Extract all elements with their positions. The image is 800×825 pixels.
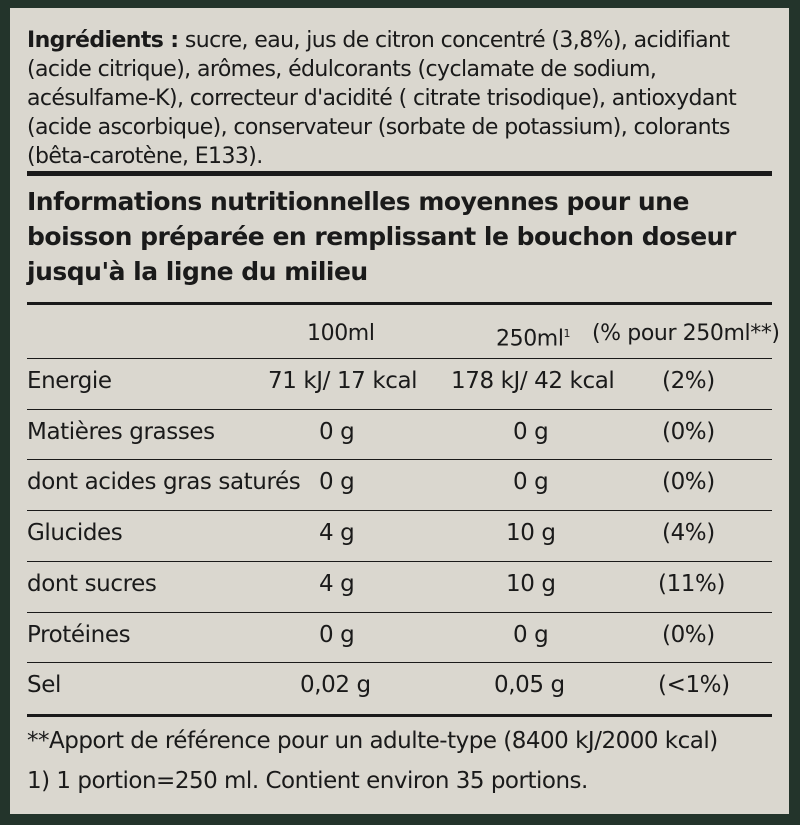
value-100ml: 0 g: [319, 419, 355, 445]
reference-footnote: **Apport de référence pour un adulte-type (8400 kJ/2000 kcal): [27, 728, 718, 754]
nutrition-label: [10, 8, 789, 814]
value-250ml: 0 g: [513, 419, 549, 445]
column-header-250ml-label: 250ml: [496, 326, 564, 352]
heading-divider: [27, 302, 772, 305]
section-divider: [27, 171, 772, 176]
nutrition-heading: Informations nutritionnelles moyennes pour une boisson préparée en remplissant le bouchon doseur jusqu'à la ligne du milieu: [27, 187, 736, 286]
ingredients-text: [27, 26, 772, 171]
ingredients-list: sucre, eau, jus de citron concentré (3,8%), acidifiant (acide citrique), arômes, édulcorants (cyclamate de sodium, acésulfame-K), correcteur d'acidité ( citrate trisodique), antioxydant (acide ascorbique), conservateur (sorbate de potassium), colorants (bêta-carotène, E133).: [27, 28, 737, 169]
value-percent: (2%): [662, 368, 715, 394]
value-250ml: 178 kJ/ 42 kcal: [451, 368, 615, 394]
value-100ml: 4 g: [319, 520, 355, 546]
row-divider: [27, 561, 772, 562]
row-divider: [27, 459, 772, 460]
value-250ml: 0 g: [513, 469, 549, 495]
column-header-250ml: [496, 319, 570, 354]
row-divider: [27, 358, 772, 359]
value-100ml: 0 g: [319, 469, 355, 495]
footnote-marker: 1: [563, 327, 571, 340]
row-divider: [27, 662, 772, 663]
row-divider: [27, 510, 772, 511]
value-100ml: 0,02 g: [300, 672, 371, 698]
value-100ml: 0 g: [319, 622, 355, 648]
value-percent: (0%): [662, 622, 715, 648]
value-250ml: 10 g: [506, 520, 556, 546]
value-percent: (0%): [662, 419, 715, 445]
value-100ml: 71 kJ/ 17 kcal: [268, 368, 418, 394]
row-divider: [27, 409, 772, 410]
value-percent: (0%): [662, 469, 715, 495]
ingredients-lead: Ingrédients :: [27, 28, 179, 53]
value-percent: (<1%): [658, 672, 730, 698]
value-250ml: 0 g: [513, 622, 549, 648]
value-percent: (4%): [662, 520, 715, 546]
portion-footnote: 1) 1 portion=250 ml. Contient environ 35 portions.: [27, 768, 588, 794]
nutrient-name: Sel: [27, 672, 61, 698]
nutrient-name: dont sucres: [27, 571, 157, 597]
nutrient-name: Energie: [27, 368, 112, 394]
value-100ml: 4 g: [319, 571, 355, 597]
nutrient-name: Protéines: [27, 622, 131, 648]
value-250ml: 10 g: [506, 571, 556, 597]
column-header-100ml: 100ml: [307, 321, 375, 346]
footer-divider: [27, 714, 772, 717]
value-percent: (11%): [658, 571, 726, 597]
nutrient-name: dont acides gras saturés: [27, 469, 301, 495]
nutrient-name: Matières grasses: [27, 419, 215, 445]
column-header-percent: (% pour 250ml**): [592, 321, 780, 346]
value-250ml: 0,05 g: [494, 672, 565, 698]
nutrient-name: Glucides: [27, 520, 123, 546]
row-divider: [27, 612, 772, 613]
